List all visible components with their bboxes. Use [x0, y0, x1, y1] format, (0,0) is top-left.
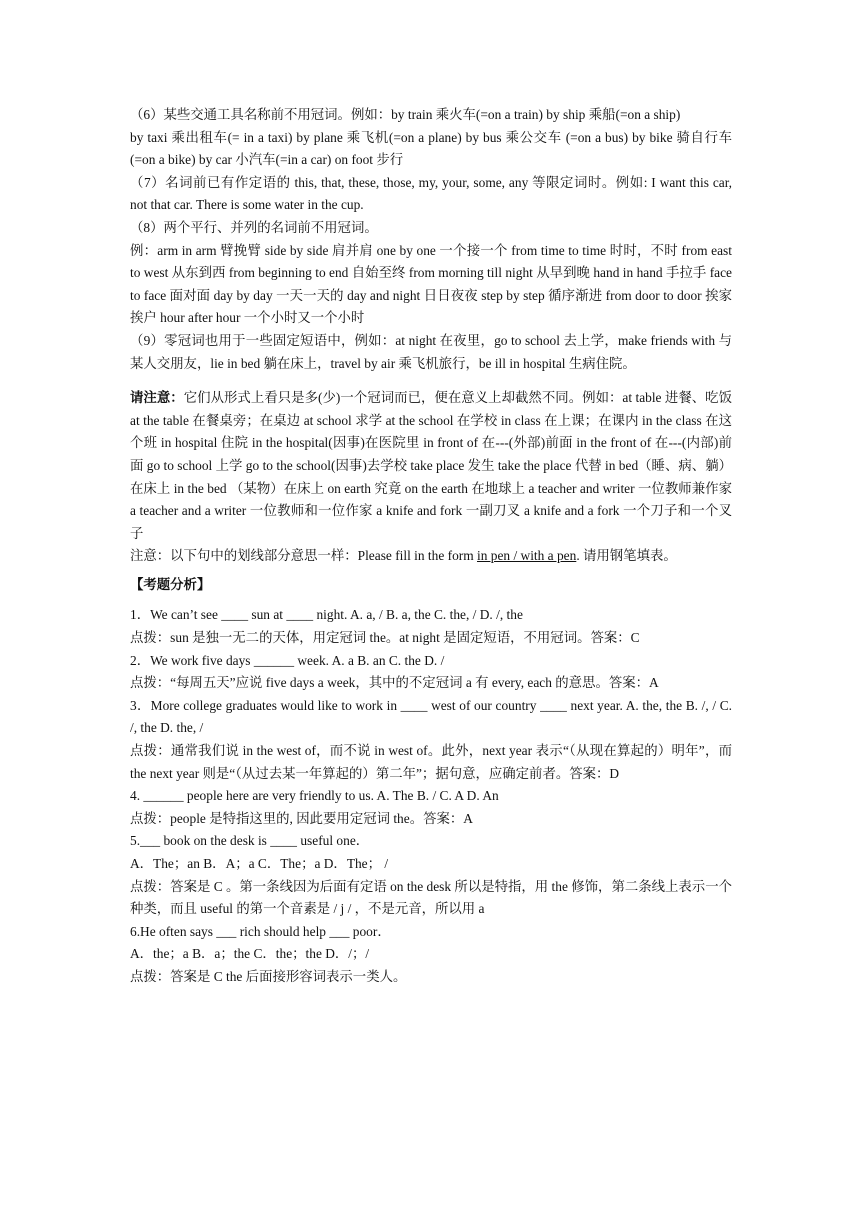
notice-label: 请注意：: [130, 390, 184, 406]
answer-5: 点拨：答案是 C 。第一条线因为后面有定语 on the desk 所以是特指，用 the 修饰，第二条线上表示一个种类，而且 useful 的第一个音素是 / j / ，不是元音，所以用 a: [130, 878, 732, 917]
note-underlined-phrase: in pen / with a pen: [477, 548, 577, 564]
answer-1: 点拨：sun 是独一无二的天体，用定冠词 the。at night 是固定短语，不用冠词。答案：C: [130, 630, 640, 646]
spacer: [130, 375, 732, 387]
question-6: 6.He often says ___ rich should help ___ poor．: [130, 923, 391, 939]
note-pre: 注意：以下句中的划线部分意思一样：Please fill in the form: [130, 548, 478, 564]
notice-text: 它们从形式上看只是多(少)一个冠词而已，便在意义上却截然不同。例如：at table 进餐、吃饭 at the table 在餐桌旁；在桌边 at school 求学 at the school 在学校 in class 在上课；在课内 in the class 在这个班 in hospital 住院 in the hospital(因事)在医院里 in front of 在---(外部)前面 in the front of 在---(内部)前面 go to school 上学 go to the school(因事)去学校 take place 发生 take the place 代替 in bed（睡、病、躺）在床上 in the bed （某物）在床上 on earth 究竟 on the earth 在地球上 a teacher and writer 一位教师兼作家 a teacher and a writer 一位教师和一位作家 a knife and fork 一副刀叉 a knife and a fork 一个刀子和一个叉子: [130, 390, 732, 541]
question-4: 4. ______ people here are very friendly to us. A. The B. / C. A D. An: [130, 788, 499, 804]
answer-2: 点拨：“每周五天”应说 five days a week，其中的不定冠词 a 有 every, each 的意思。答案：A: [130, 675, 659, 691]
document-page: [130, 104, 732, 989]
rule-8-examples: 例：arm in arm 臂挽臂 side by side 肩并肩 one by one 一个接一个 from time to time 时时，不时 from east to west 从东到西 from beginning to end 自始至终 from morning till night 从早到晚 hand in hand 手拉手 face to face 面对面 day by day 一天一天的 day and night 日日夜夜 step by step 循序渐进 from door to door 挨家挨户 hour after hour 一个小时又一个小时: [130, 242, 732, 326]
rule-8: （8）两个平行、并列的名词前不用冠词。: [130, 219, 378, 235]
question-2: 2．We work five days ______ week. A. a B. an C. the D. /: [130, 652, 445, 668]
note-post: . 请用钢笔填表。: [576, 548, 677, 564]
question-3: 3．More college graduates would like to work in ____ west of our country ____ next year. A. the, the B. /, / C. /, the D. the, /: [130, 697, 732, 736]
question-5-options: A．The；an B．A；a C．The；a D．The； /: [130, 856, 389, 871]
section-title: 【考题分析】: [130, 576, 211, 592]
notice-paragraph: [130, 387, 732, 545]
answer-4: 点拨：people 是特指这里的, 因此要用定冠词 the。答案：A: [130, 810, 473, 826]
question-1: 1．We can’t see ____ sun at ____ night. A. a, / B. a, the C. the, / D. /, the: [130, 607, 523, 623]
question-6-options: A．the；a B．a；the C．the；the D．/；/: [130, 946, 370, 962]
rule-6: （6）某些交通工具名称前不用冠词。例如：by train 乘火车(=on a train) by ship 乘船(=on a ship): [130, 107, 681, 122]
rule-6-continued: by taxi 乘出租车(= in a taxi) by plane 乘飞机(=on a plane) by bus 乘公交车 (=on a bus) by bike 骑自行车 (=on a bike) by car 小汽车(=in a car) on foot 步行: [130, 129, 732, 168]
answer-3: 点拨：通常我们说 in the west of，而不说 in west of。此外，next year 表示“（从现在算起的）明年”，而 the next year 则是“（从过去某一年算起的）第二年”；据句意，应确定前者。答案：D: [130, 743, 732, 781]
rule-7: （7）名词前已有作定语的 this, that, these, those, my, your, some, any 等限定词时。例如: I want this car, not that car. There is some water in the cup.: [130, 174, 732, 213]
answer-6: 点拨：答案是 C the 后面接形容词表示一类人。: [130, 968, 407, 984]
note-paragraph: [130, 545, 732, 568]
rule-9: （9）零冠词也用于一些固定短语中，例如：at night 在夜里，go to school 去上学，make friends with 与某人交朋友，lie in bed 躺在床上，travel by air 乘飞机旅行，be ill in hospital 生病住院。: [130, 332, 732, 371]
question-5: 5.___ book on the desk is ____ useful one．: [130, 833, 370, 849]
